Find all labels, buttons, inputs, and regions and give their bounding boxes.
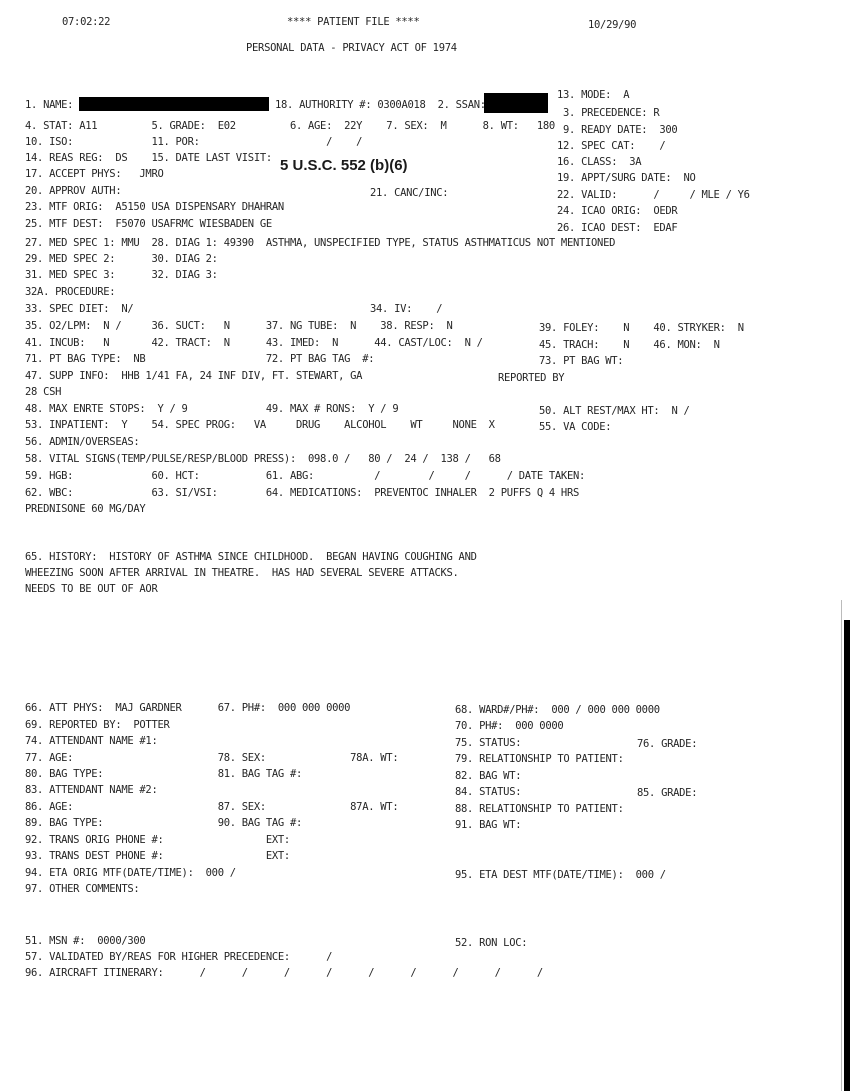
field-name: 1. NAME:: [25, 99, 74, 111]
redacted-name: [79, 97, 269, 111]
history-line-1: 65. HISTORY: HISTORY OF ASTHMA SINCE CHILDHOOD. BEGAN HAVING COUGHING AND: [25, 551, 477, 563]
field-spec-diet: 33. SPEC DIET: N/: [25, 303, 134, 315]
field-attendant-name-1: 74. ATTENDANT NAME #1:: [25, 735, 158, 747]
history-line-3: NEEDS TO BE OUT OF AOR: [25, 583, 158, 595]
row-o2-suct-ngtube-resp: 35. O2/LPM: N / 36. SUCT: N 37. NG TUBE: N 38. RESP: N: [25, 320, 453, 332]
field-va-code: 55. VA CODE:: [539, 421, 612, 433]
field-procedure: 32A. PROCEDURE:: [25, 286, 116, 298]
row-incub-tract-imed-cast: 41. INCUB: N 42. TRACT: N 43. IMED: N 44. CAST/LOC: N /: [25, 337, 483, 349]
field-bag-wt-2: 91. BAG WT:: [455, 819, 522, 831]
field-bag-wt-1: 82. BAG WT:: [455, 770, 522, 782]
field-ready-date: 9. READY DATE: 300: [563, 124, 678, 136]
field-eta-dest: 95. ETA DEST MTF(DATE/TIME): 000 /: [455, 869, 666, 881]
field-valid: 22. VALID: / / MLE / Y6: [557, 189, 750, 201]
row-med-spec-3: 31. MED SPEC 3: 32. DIAG 3:: [25, 269, 218, 281]
field-admin-overseas: 56. ADMIN/OVERSEAS:: [25, 436, 140, 448]
row-att-phys: 66. ATT PHYS: MAJ GARDNER 67. PH#: 000 000 0000: [25, 702, 351, 714]
field-approv-auth: 20. APPROV AUTH:: [25, 185, 122, 197]
field-other-comments: 97. OTHER COMMENTS:: [25, 883, 140, 895]
field-pt-bag-wt: 73. PT BAG WT:: [539, 355, 624, 367]
field-mtf-dest: 25. MTF DEST: F5070 USAFRMC WIESBADEN GE: [25, 218, 272, 230]
row-age-sex-wt-2: 86. AGE: 87. SEX: 87A. WT:: [25, 801, 399, 813]
field-mtf-orig: 23. MTF ORIG: A5150 USA DISPENSARY DHAHRAN: [25, 201, 284, 213]
field-trans-orig-phone: 92. TRANS ORIG PHONE #: EXT:: [25, 834, 290, 846]
field-precedence: 3. PRECEDENCE: R: [563, 107, 660, 119]
field-alt-rest: 50. ALT REST/MAX HT: N /: [539, 405, 690, 417]
document-title: **** PATIENT FILE ****: [287, 16, 420, 28]
field-reported-by-label: REPORTED BY: [498, 372, 565, 384]
row-age-sex-wt-1: 77. AGE: 78. SEX: 78A. WT:: [25, 752, 399, 764]
row-reas-reg: 14. REAS REG: DS 15. DATE LAST VISIT:: [25, 152, 272, 164]
field-authority-ssan: 18. AUTHORITY #: 0300A018 2. SSAN:: [275, 99, 486, 111]
field-eta-orig: 94. ETA ORIG MTF(DATE/TIME): 000 /: [25, 867, 236, 879]
field-validated-by: 57. VALIDATED BY/REAS FOR HIGHER PRECEDENCE: /: [25, 951, 333, 963]
row-iso-por: 10. ISO: 11. POR: / /: [25, 136, 363, 148]
field-msn: 51. MSN #: 0000/300: [25, 935, 146, 947]
field-ward-ph: 68. WARD#/PH#: 000 / 000 000 0000: [455, 704, 660, 716]
row-foley-stryker: 39. FOLEY: N 40. STRYKER: N: [539, 322, 744, 334]
history-line-2: WHEEZING SOON AFTER ARRIVAL IN THEATRE. HAS HAD SEVERAL SEVERE ATTACKS.: [25, 567, 459, 579]
report-time: 07:02:22: [62, 16, 111, 28]
field-attendant-name-2: 83. ATTENDANT NAME #2:: [25, 784, 158, 796]
row-pt-bag: 71. PT BAG TYPE: NB 72. PT BAG TAG #:: [25, 353, 375, 365]
medications-cont: PREDNISONE 60 MG/DAY: [25, 503, 146, 515]
field-icao-dest: 26. ICAO DEST: EDAF: [557, 222, 678, 234]
field-accept-phys: 17. ACCEPT PHYS: JMRO: [25, 168, 164, 180]
field-status-2: 84. STATUS:: [455, 786, 522, 798]
redacted-ssan: [484, 93, 548, 113]
field-ron-loc: 52. RON LOC:: [455, 937, 528, 949]
field-relationship-2: 88. RELATIONSHIP TO PATIENT:: [455, 803, 624, 815]
field-status-1: 75. STATUS:: [455, 737, 522, 749]
field-trans-dest-phone: 93. TRANS DEST PHONE #: EXT:: [25, 850, 290, 862]
row-stat-grade-age-sex-wt: 4. STAT: A11 5. GRADE: E02 6. AGE: 22Y 7. SEX: M 8. WT: 180: [25, 120, 555, 132]
report-date: 10/29/90: [588, 19, 637, 31]
field-spec-cat: 12. SPEC CAT: /: [557, 140, 666, 152]
field-icao-orig: 24. ICAO ORIG: OEDR: [557, 205, 678, 217]
scan-edge-shadow: [844, 620, 850, 1091]
field-canc-inc: 21. CANC/INC:: [370, 187, 449, 199]
row-inpatient-spec-prog: 53. INPATIENT: Y 54. SPEC PROG: VA DRUG ALCOHOL WT NONE X: [25, 419, 495, 431]
field-grade-2: 85. GRADE:: [637, 787, 698, 799]
redaction-exemption-label: 5 U.S.C. 552 (b)(6): [280, 157, 408, 174]
field-aircraft-itinerary: 96. AIRCRAFT ITINERARY: / / / / / / / / /: [25, 967, 543, 979]
row-vital-signs: 58. VITAL SIGNS(TEMP/PULSE/RESP/BLOOD PRESS): 098.0 / 80 / 24 / 138 / 68: [25, 453, 501, 465]
field-ph: 70. PH#: 000 0000: [455, 720, 564, 732]
row-bag-2: 89. BAG TYPE: 90. BAG TAG #:: [25, 817, 302, 829]
row-max-enrte-stops: 48. MAX ENRTE STOPS: Y / 9 49. MAX # RONS: Y / 9: [25, 403, 399, 415]
row-bag-1: 80. BAG TYPE: 81. BAG TAG #:: [25, 768, 302, 780]
field-mode: 13. MODE: A: [557, 89, 630, 101]
field-iv: 34. IV: /: [370, 303, 443, 315]
field-supp-info-cont: 28 CSH: [25, 386, 62, 398]
row-wbc-medications: 62. WBC: 63. SI/VSI: 64. MEDICATIONS: PREVENTOC INHALER 2 PUFFS Q 4 HRS: [25, 487, 579, 499]
row-hgb-hct-abg: 59. HGB: 60. HCT: 61. ABG: / / / / DATE TAKEN:: [25, 470, 586, 482]
scan-edge-line: [841, 600, 842, 1091]
row-med-spec-2: 29. MED SPEC 2: 30. DIAG 2:: [25, 253, 218, 265]
field-appt-surg-date: 19. APPT/SURG DATE: NO: [557, 172, 696, 184]
row-med-spec-1: 27. MED SPEC 1: MMU 28. DIAG 1: 49390 ASTHMA, UNSPECIFIED TYPE, STATUS ASTHMATICUS NOT MENTIONED: [25, 237, 616, 249]
field-grade-1: 76. GRADE:: [637, 738, 698, 750]
field-supp-info: 47. SUPP INFO: HHB 1/41 FA, 24 INF DIV, FT. STEWART, GA: [25, 370, 363, 382]
field-reported-by: 69. REPORTED BY: POTTER: [25, 719, 170, 731]
document-subtitle: PERSONAL DATA - PRIVACY ACT OF 1974: [246, 42, 457, 54]
field-class: 16. CLASS: 3A: [557, 156, 642, 168]
field-relationship-1: 79. RELATIONSHIP TO PATIENT:: [455, 753, 624, 765]
row-trach-mon: 45. TRACH: N 46. MON: N: [539, 339, 720, 351]
